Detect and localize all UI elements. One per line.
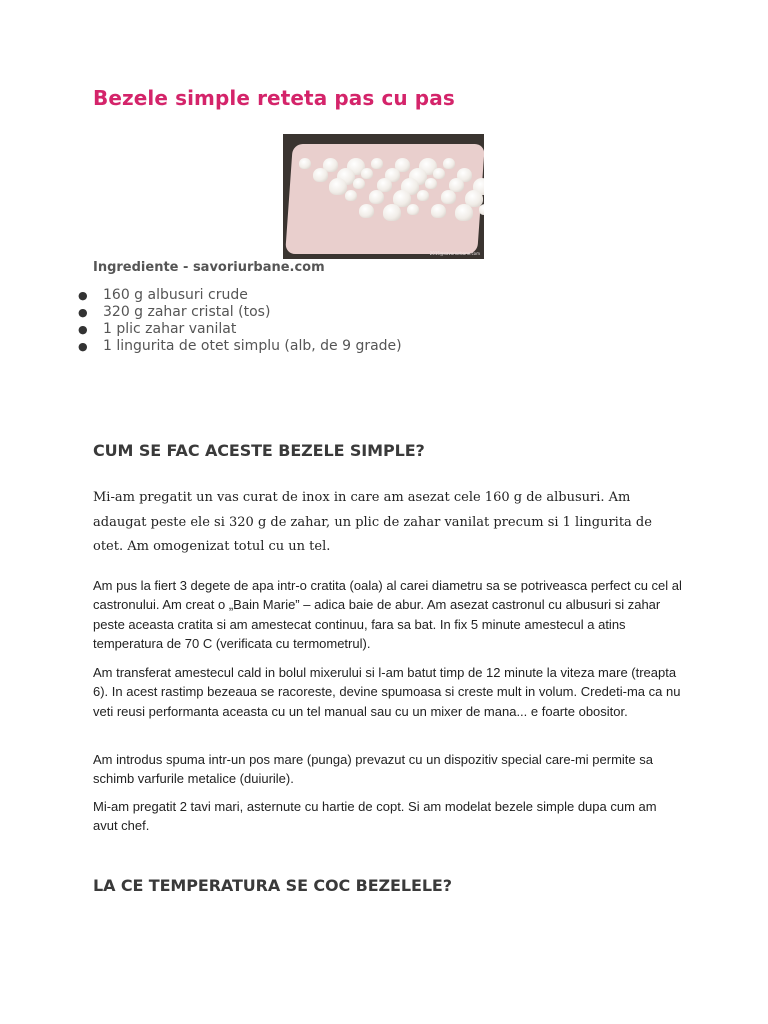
meringue <box>417 190 429 201</box>
paragraph: Am introdus spuma intr-un pos mare (punga) prevazut cu un dispozitiv special care-mi permite sa schimb varfurile metalice (duiurile). <box>93 752 653 787</box>
ingredient-text: 1 lingurita de otet simplu (alb, de 9 grade) <box>103 338 402 354</box>
paragraph: Mi-am pregatit 2 tavi mari, asternute cu hartie de copt. Si am modelat bezele simple dupa cum am avut chef. <box>93 799 657 834</box>
meringue <box>369 190 384 204</box>
meringue <box>479 204 484 215</box>
meringue <box>299 158 311 169</box>
meringues-photo <box>283 134 484 259</box>
bullet-icon: ● <box>78 306 88 319</box>
meringue <box>353 178 365 189</box>
meringue <box>443 158 455 169</box>
bullet-icon: ● <box>78 323 88 336</box>
meringue <box>371 158 383 169</box>
meringue <box>455 204 473 221</box>
ingredient-text: 1 plic zahar vanilat <box>103 321 237 337</box>
list-item <box>78 287 402 304</box>
meringue <box>329 178 347 195</box>
paragraph: Am pus la fiert 3 degete de apa intr-o cratita (oala) al carei diametru sa se potriveasca perfect cu cel al castronului. Am creat o „Bain Marie” – adica baie de abur. Am asezat castronul cu albusuri si zahar peste aceasta cratita si am amestecat continuu, fara sa bat. In fix 5 minute amestecul a atins temperatura de 70 C (verificata cu termometrul). <box>93 578 682 651</box>
meringue <box>361 168 373 179</box>
page-title: Bezele simple reteta pas cu pas <box>93 86 455 110</box>
bullet-icon: ● <box>78 340 88 353</box>
list-item <box>78 321 402 338</box>
meringue <box>313 168 328 182</box>
meringue <box>425 178 437 189</box>
bullet-icon: ● <box>78 289 88 302</box>
ingredient-text: 320 g zahar cristal (tos) <box>103 304 271 320</box>
ingredients-heading: Ingrediente - savoriurbane.com <box>93 260 325 275</box>
meringue <box>441 190 456 204</box>
list-item <box>78 338 402 355</box>
meringue <box>383 204 401 221</box>
meringue <box>431 204 446 218</box>
section-heading-temperature: LA CE TEMPERATURA SE COC BEZELELE? <box>93 876 452 895</box>
meringue <box>407 204 419 215</box>
paragraph: Mi-am pregatit un vas curat de inox in care am asezat cele 160 g de albusuri. Am adaugat peste ele si 320 g de zahar, un plic de zahar vanilat precum si 1 lingurita de otet. Am omogenizat totul cu un tel. <box>93 490 652 554</box>
section-heading-how: CUM SE FAC ACESTE BEZELE SIMPLE? <box>93 441 425 460</box>
ingredient-text: 160 g albusuri crude <box>103 287 248 303</box>
meringue <box>359 204 374 218</box>
ingredients-list <box>78 287 402 355</box>
photo-credit: 2015@savoriurbane.com <box>429 251 480 256</box>
list-item <box>78 304 402 321</box>
meringue <box>345 190 357 201</box>
paragraph: Am transferat amestecul cald in bolul mixerului si l-am batut timp de 12 minute la viteza mare (treapta 6). In acest rastimp bezeaua se racoreste, devine spumoasa si creste mult in volum. Credeti-ma ca nu veti reusi performanta aceasta cu un tel manual sau cu un mixer de mana... e foarte obositor. <box>93 665 681 719</box>
meringue <box>433 168 445 179</box>
